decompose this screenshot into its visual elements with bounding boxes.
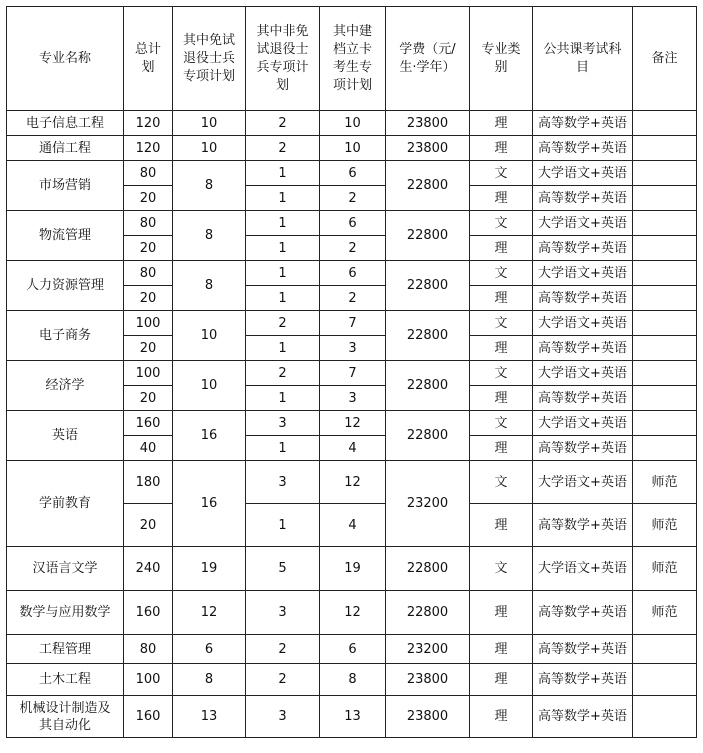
category-cell: 理: [470, 386, 533, 411]
total-cell: 180: [124, 461, 173, 504]
note-cell: 师范: [633, 504, 697, 547]
exempt-cell: 10: [173, 311, 246, 361]
header-name: 专业名称: [7, 7, 124, 111]
nonexempt-cell: 1: [246, 236, 320, 261]
note-cell: [633, 411, 697, 436]
subjects-cell: 高等数学+英语: [533, 635, 633, 664]
poverty-cell: 12: [320, 461, 386, 504]
major-name: 土木工程: [7, 664, 124, 696]
fee-cell: 22800: [386, 411, 470, 461]
enrollment-plan-table: [6, 6, 697, 738]
note-cell: [633, 186, 697, 211]
poverty-cell: 4: [320, 504, 386, 547]
poverty-cell: 6: [320, 211, 386, 236]
total-cell: 20: [124, 286, 173, 311]
category-cell: 文: [470, 261, 533, 286]
table-row: [7, 161, 697, 186]
header-fee: 学费（元/ 生·学年）: [386, 7, 470, 111]
note-cell: [633, 361, 697, 386]
nonexempt-cell: 3: [246, 461, 320, 504]
exempt-cell: 8: [173, 261, 246, 311]
subjects-cell: 大学语文+英语: [533, 311, 633, 336]
category-cell: 理: [470, 286, 533, 311]
header-note: 备注: [633, 7, 697, 111]
poverty-cell: 7: [320, 311, 386, 336]
poverty-cell: 6: [320, 161, 386, 186]
total-cell: 120: [124, 136, 173, 161]
note-cell: 师范: [633, 591, 697, 635]
fee-cell: 23800: [386, 696, 470, 738]
poverty-cell: 3: [320, 336, 386, 361]
subjects-cell: 高等数学+英语: [533, 336, 633, 361]
category-cell: 理: [470, 336, 533, 361]
exempt-cell: 10: [173, 111, 246, 136]
poverty-cell: 2: [320, 286, 386, 311]
subjects-cell: 大学语文+英语: [533, 547, 633, 591]
fee-cell: 22800: [386, 211, 470, 261]
total-cell: 20: [124, 186, 173, 211]
exempt-cell: 8: [173, 161, 246, 211]
nonexempt-cell: 1: [246, 286, 320, 311]
category-cell: 理: [470, 186, 533, 211]
fee-cell: 23800: [386, 664, 470, 696]
table-row: [7, 136, 697, 161]
category-cell: 理: [470, 236, 533, 261]
major-name: 人力资源管理: [7, 261, 124, 311]
exempt-cell: 16: [173, 411, 246, 461]
note-cell: [633, 136, 697, 161]
fee-cell: 23200: [386, 461, 470, 547]
poverty-cell: 19: [320, 547, 386, 591]
total-cell: 100: [124, 361, 173, 386]
total-cell: 160: [124, 411, 173, 436]
major-name: 数学与应用数学: [7, 591, 124, 635]
total-cell: 80: [124, 261, 173, 286]
fee-cell: 22800: [386, 161, 470, 211]
note-cell: 师范: [633, 547, 697, 591]
table-row: [7, 547, 697, 591]
nonexempt-cell: 5: [246, 547, 320, 591]
poverty-cell: 4: [320, 436, 386, 461]
subjects-cell: 高等数学+英语: [533, 236, 633, 261]
total-cell: 80: [124, 211, 173, 236]
exempt-cell: 10: [173, 136, 246, 161]
category-cell: 文: [470, 547, 533, 591]
category-cell: 文: [470, 211, 533, 236]
category-cell: 理: [470, 635, 533, 664]
category-cell: 文: [470, 461, 533, 504]
exempt-cell: 12: [173, 591, 246, 635]
total-cell: 20: [124, 504, 173, 547]
note-cell: [633, 664, 697, 696]
subjects-cell: 高等数学+英语: [533, 436, 633, 461]
major-name: 电子商务: [7, 311, 124, 361]
subjects-cell: 高等数学+英语: [533, 286, 633, 311]
subjects-cell: 高等数学+英语: [533, 186, 633, 211]
nonexempt-cell: 2: [246, 311, 320, 336]
exempt-cell: 8: [173, 664, 246, 696]
total-cell: 240: [124, 547, 173, 591]
exempt-cell: 10: [173, 361, 246, 411]
major-name: 电子信息工程: [7, 111, 124, 136]
table-row: [7, 411, 697, 436]
poverty-cell: 8: [320, 664, 386, 696]
note-cell: [633, 635, 697, 664]
poverty-cell: 6: [320, 261, 386, 286]
header-subjects: 公共课考试科 目: [533, 7, 633, 111]
poverty-cell: 3: [320, 386, 386, 411]
major-name: 市场营销: [7, 161, 124, 211]
header-total: 总计 划: [124, 7, 173, 111]
major-name: 工程管理: [7, 635, 124, 664]
nonexempt-cell: 1: [246, 161, 320, 186]
fee-cell: 23200: [386, 635, 470, 664]
table-row: [7, 664, 697, 696]
subjects-cell: 高等数学+英语: [533, 111, 633, 136]
nonexempt-cell: 3: [246, 591, 320, 635]
fee-cell: 22800: [386, 261, 470, 311]
header-row: [7, 7, 697, 111]
nonexempt-cell: 2: [246, 361, 320, 386]
fee-cell: 22800: [386, 547, 470, 591]
total-cell: 80: [124, 635, 173, 664]
major-name: 经济学: [7, 361, 124, 411]
note-cell: [633, 696, 697, 738]
note-cell: [633, 436, 697, 461]
major-name: 英语: [7, 411, 124, 461]
total-cell: 100: [124, 311, 173, 336]
table-row: [7, 461, 697, 504]
subjects-cell: 高等数学+英语: [533, 386, 633, 411]
table-row: [7, 311, 697, 336]
total-cell: 120: [124, 111, 173, 136]
table-row: [7, 635, 697, 664]
poverty-cell: 10: [320, 111, 386, 136]
exempt-cell: 6: [173, 635, 246, 664]
nonexempt-cell: 1: [246, 386, 320, 411]
note-cell: [633, 161, 697, 186]
exempt-cell: 8: [173, 211, 246, 261]
note-cell: [633, 236, 697, 261]
category-cell: 理: [470, 111, 533, 136]
major-name: 学前教育: [7, 461, 124, 547]
category-cell: 理: [470, 591, 533, 635]
total-cell: 20: [124, 386, 173, 411]
nonexempt-cell: 1: [246, 261, 320, 286]
note-cell: [633, 286, 697, 311]
nonexempt-cell: 2: [246, 664, 320, 696]
subjects-cell: 高等数学+英语: [533, 504, 633, 547]
nonexempt-cell: 3: [246, 696, 320, 738]
exempt-cell: 16: [173, 461, 246, 547]
nonexempt-cell: 3: [246, 411, 320, 436]
note-cell: [633, 211, 697, 236]
major-name: 汉语言文学: [7, 547, 124, 591]
total-cell: 20: [124, 336, 173, 361]
total-cell: 100: [124, 664, 173, 696]
category-cell: 文: [470, 361, 533, 386]
category-cell: 理: [470, 136, 533, 161]
category-cell: 文: [470, 411, 533, 436]
category-cell: 理: [470, 664, 533, 696]
nonexempt-cell: 1: [246, 211, 320, 236]
note-cell: [633, 336, 697, 361]
subjects-cell: 大学语文+英语: [533, 261, 633, 286]
category-cell: 理: [470, 504, 533, 547]
fee-cell: 23800: [386, 136, 470, 161]
header-exempt: 其中免试 退役士兵 专项计划: [173, 7, 246, 111]
total-cell: 160: [124, 696, 173, 738]
note-cell: 师范: [633, 461, 697, 504]
fee-cell: 22800: [386, 591, 470, 635]
total-cell: 20: [124, 236, 173, 261]
major-name: 通信工程: [7, 136, 124, 161]
exempt-cell: 19: [173, 547, 246, 591]
nonexempt-cell: 2: [246, 136, 320, 161]
subjects-cell: 高等数学+英语: [533, 136, 633, 161]
table-row: [7, 211, 697, 236]
nonexempt-cell: 2: [246, 111, 320, 136]
note-cell: [633, 261, 697, 286]
header-nonexempt: 其中非免 试退役士 兵专项计 划: [246, 7, 320, 111]
note-cell: [633, 311, 697, 336]
nonexempt-cell: 1: [246, 436, 320, 461]
nonexempt-cell: 1: [246, 336, 320, 361]
table-row: [7, 111, 697, 136]
subjects-cell: 大学语文+英语: [533, 411, 633, 436]
poverty-cell: 6: [320, 635, 386, 664]
nonexempt-cell: 2: [246, 635, 320, 664]
exempt-cell: 13: [173, 696, 246, 738]
total-cell: 160: [124, 591, 173, 635]
table-row: [7, 361, 697, 386]
table-row: [7, 591, 697, 635]
category-cell: 理: [470, 436, 533, 461]
total-cell: 40: [124, 436, 173, 461]
poverty-cell: 2: [320, 236, 386, 261]
subjects-cell: 大学语文+英语: [533, 161, 633, 186]
nonexempt-cell: 1: [246, 504, 320, 547]
subjects-cell: 大学语文+英语: [533, 361, 633, 386]
fee-cell: 22800: [386, 361, 470, 411]
subjects-cell: 高等数学+英语: [533, 591, 633, 635]
poverty-cell: 2: [320, 186, 386, 211]
major-name: 物流管理: [7, 211, 124, 261]
major-name: 机械设计制造及 其自动化: [7, 696, 124, 738]
poverty-cell: 7: [320, 361, 386, 386]
table-row: [7, 696, 697, 738]
fee-cell: 22800: [386, 311, 470, 361]
nonexempt-cell: 1: [246, 186, 320, 211]
category-cell: 理: [470, 696, 533, 738]
table-row: [7, 261, 697, 286]
poverty-cell: 13: [320, 696, 386, 738]
header-poverty: 其中建 档立卡 考生专 项计划: [320, 7, 386, 111]
category-cell: 文: [470, 161, 533, 186]
poverty-cell: 12: [320, 411, 386, 436]
subjects-cell: 高等数学+英语: [533, 696, 633, 738]
header-category: 专业类 别: [470, 7, 533, 111]
subjects-cell: 大学语文+英语: [533, 211, 633, 236]
poverty-cell: 10: [320, 136, 386, 161]
total-cell: 80: [124, 161, 173, 186]
fee-cell: 23800: [386, 111, 470, 136]
category-cell: 文: [470, 311, 533, 336]
subjects-cell: 大学语文+英语: [533, 461, 633, 504]
subjects-cell: 高等数学+英语: [533, 664, 633, 696]
note-cell: [633, 111, 697, 136]
note-cell: [633, 386, 697, 411]
poverty-cell: 12: [320, 591, 386, 635]
